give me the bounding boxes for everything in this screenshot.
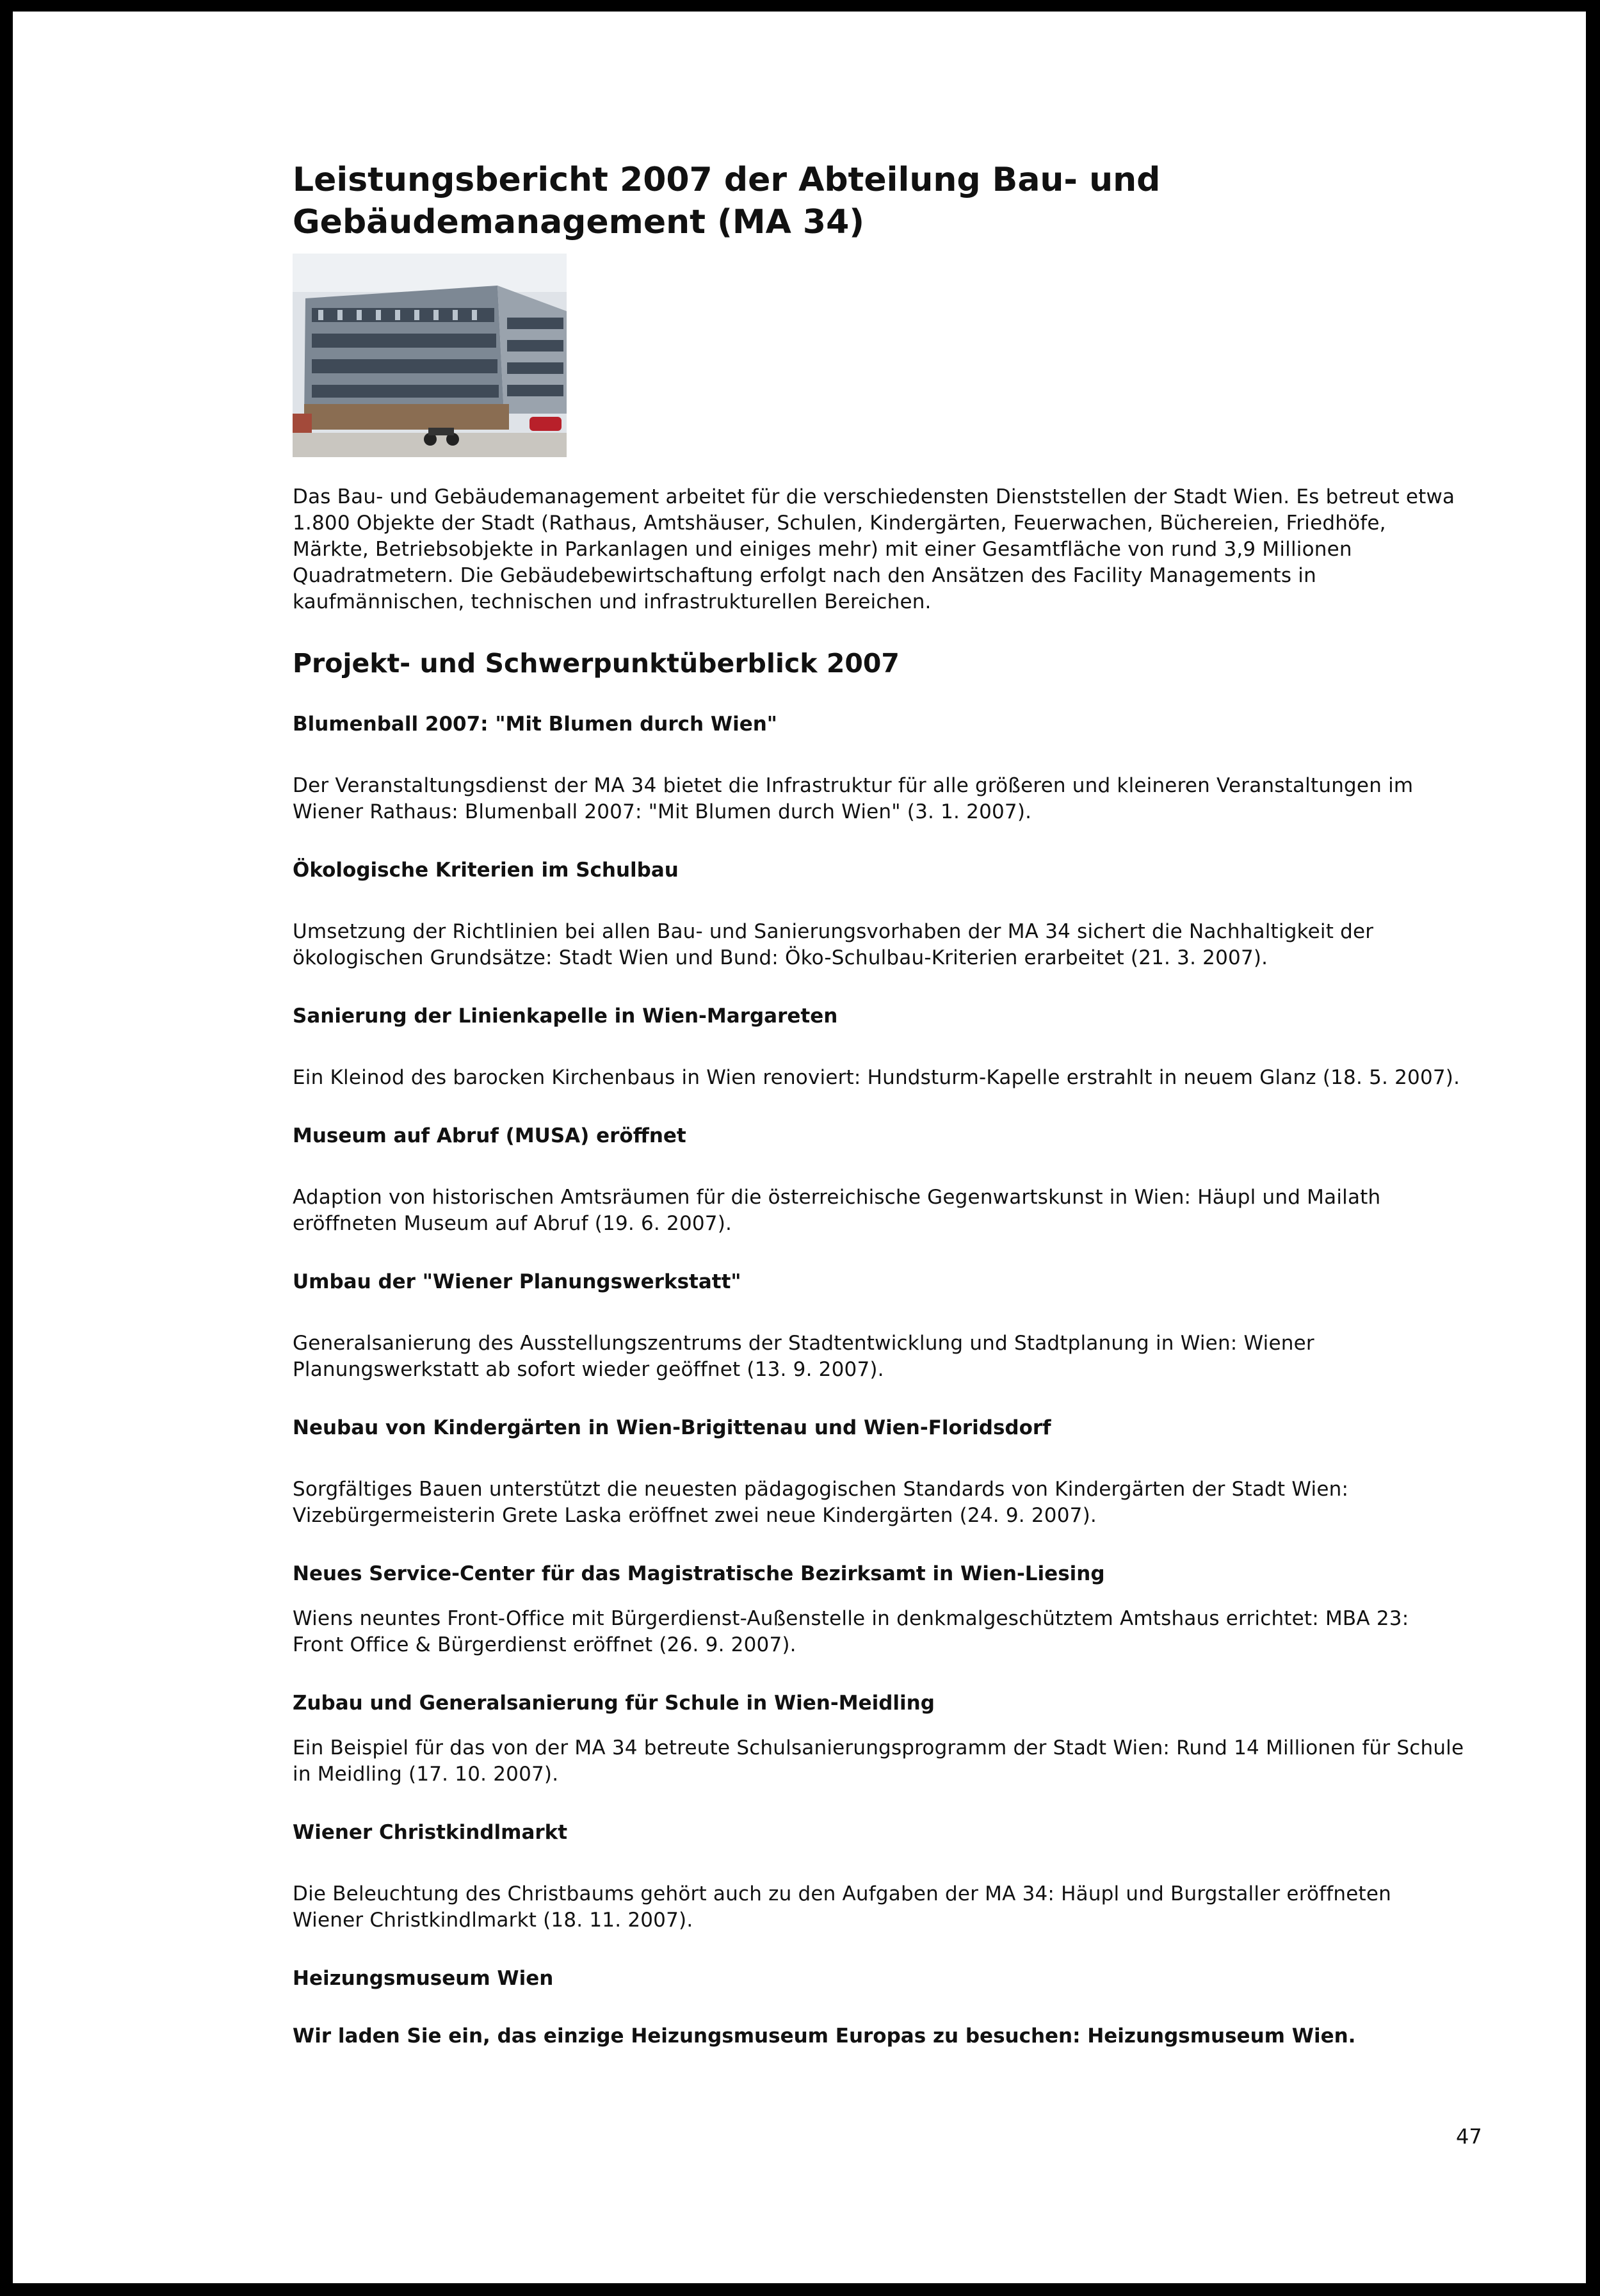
document-page — [13, 12, 1586, 2283]
project-text: Die Beleuchtung des Christbaums gehört auch zu den Aufgaben der MA 34: Häupl und Burgstaller eröffneten Wiener Christkindlmarkt (18. 11. 2007). — [293, 1882, 1391, 1932]
project-heading: Blumenball 2007: "Mit Blumen durch Wien" — [293, 713, 777, 736]
project-item — [293, 1561, 1464, 1658]
building-photo — [293, 254, 567, 457]
project-item — [293, 1123, 1464, 1237]
project-heading: Ökologische Kriterien im Schulbau — [293, 859, 679, 882]
section-heading: Projekt- und Schwerpunktüberblick 2007 — [293, 648, 900, 679]
closing-statement: Wir laden Sie ein, das einzige Heizungsmuseum Europas zu besuchen: Heizungsmuseum Wien. — [293, 2025, 1356, 2048]
project-text: Ein Kleinod des barocken Kirchenbaus in Wien renoviert: Hundsturm-Kapelle erstrahlt in neuem Glanz (18. 5. 2007). — [293, 1066, 1460, 1089]
project-heading: Heizungsmuseum Wien — [293, 1967, 554, 1990]
project-item — [293, 1003, 1464, 1091]
page-number: 47 — [1456, 2124, 1482, 2149]
project-heading: Umbau der "Wiener Planungswerkstatt" — [293, 1270, 741, 1293]
project-item — [293, 1415, 1464, 1529]
project-text: Wiens neuntes Front-Office mit Bürgerdienst-Außenstelle in denkmalgeschütztem Amtshaus errichtet: MBA 23: Front Office & Bürgerdienst eröffnet (26. 9. 2007). — [293, 1607, 1409, 1656]
project-item — [293, 1690, 1464, 1788]
project-heading: Sanierung der Linienkapelle in Wien-Margareten — [293, 1005, 838, 1028]
project-text: Der Veranstaltungsdienst der MA 34 bietet die Infrastruktur für alle größeren und kleineren Veranstaltungen im Wiener Rathaus: Blumenball 2007: "Mit Blumen durch Wien" (3. 1. 2007). — [293, 774, 1414, 823]
intro-paragraph: Das Bau- und Gebäudemanagement arbeitet für die verschiedensten Dienststellen der Stadt Wien. Es betreut etwa 1.800 Objekte der Stadt (Rathaus, Amtshäuser, Schulen, Kindergärten, Feuerwachen, Büchereien, Friedhöfe, Märkte, Betriebsobjekte in Parkanlagen und einiges mehr) mit einer Gesamtfläche von rund 3,9 Millionen Quadratmetern. Die Gebäudebewirtschaftung erfolgt nach den Ansätzen des Facility Managements in kaufmännischen, technischen und infrastrukturellen Bereichen. — [293, 485, 1455, 613]
project-item — [293, 1820, 1464, 1934]
project-item — [293, 711, 1464, 825]
page-title: Leistungsbericht 2007 der Abteilung Bau- und Gebäudemanagement (MA 34) — [293, 161, 1161, 241]
project-heading: Museum auf Abruf (MUSA) eröffnet — [293, 1124, 686, 1147]
project-text: Generalsanierung des Ausstellungszentrums der Stadtentwicklung und Stadtplanung in Wien: Wiener Planungswerkstatt ab sofort wieder geöffnet (13. 9. 2007). — [293, 1332, 1314, 1381]
project-item — [293, 1966, 1464, 1991]
project-text: Adaption von historischen Amtsräumen für die österreichische Gegenwartskunst in Wien: Häupl und Mailath eröffneten Museum auf Abruf (19. 6. 2007). — [293, 1186, 1381, 1235]
project-text: Umsetzung der Richtlinien bei allen Bau- und Sanierungsvorhaben der MA 34 sichert die Nachhaltigkeit der ökologischen Grundsätze: Stadt Wien und Bund: Öko-Schulbau-Kriterien erarbeitet (21. 3. 2007). — [293, 920, 1374, 969]
project-text: Sorgfältiges Bauen unterstützt die neuesten pädagogischen Standards von Kindergärten der Stadt Wien: Vizebürgermeisterin Grete Laska eröffnet zwei neue Kindergärten (24. 9. 2007). — [293, 1478, 1349, 1527]
project-heading: Wiener Christkindlmarkt — [293, 1821, 568, 1844]
project-heading: Neubau von Kindergärten in Wien-Brigittenau und Wien-Floridsdorf — [293, 1416, 1051, 1439]
project-heading: Neues Service-Center für das Magistratische Bezirksamt in Wien-Liesing — [293, 1562, 1105, 1585]
project-item — [293, 1269, 1464, 1383]
project-text: Ein Beispiel für das von der MA 34 betreute Schulsanierungsprogramm der Stadt Wien: Rund 14 Millionen für Schule in Meidling (17. 10. 2007). — [293, 1736, 1464, 1786]
project-heading: Zubau und Generalsanierung für Schule in Wien-Meidling — [293, 1692, 935, 1715]
project-item — [293, 857, 1464, 971]
main-content — [293, 159, 1464, 2049]
